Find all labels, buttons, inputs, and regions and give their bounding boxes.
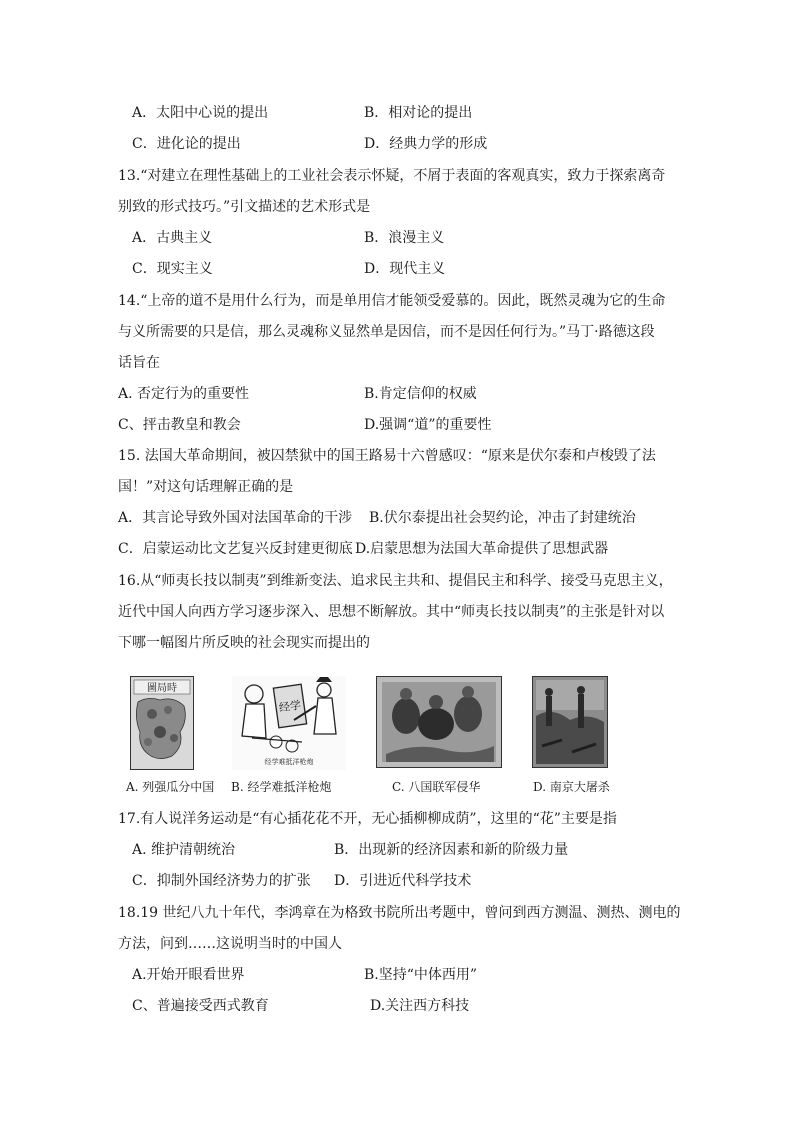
q15-stem-line2: 国！”对这句话理解正确的是	[118, 479, 294, 495]
q12-option-c: C．进化论的提出	[132, 136, 241, 152]
q16-stem-line3: 下哪一幅图片所反映的社会现实而提出的	[118, 635, 370, 651]
q14-option-b: B.肯定信仰的权威	[364, 386, 477, 402]
q14-stem-line1: 14.“上帝的道不是用什么行为，而是单用信才能领受爱慕的。因此，既然灵魂为它的生命	[118, 293, 666, 309]
q13-option-a: A．古典主义	[132, 230, 213, 246]
q12-option-a: A．太阳中心说的提出	[132, 105, 269, 121]
q15-option-c: C．启蒙运动比文艺复兴反封建更彻底	[118, 541, 353, 557]
q17-option-a: A. 维护清朝统治	[132, 842, 236, 858]
q16-option-c: C. 八国联军侵华	[392, 780, 481, 794]
picture-classics-vs-guns	[232, 676, 346, 770]
picture-b-caption: 经学难抵洋枪炮	[264, 758, 314, 766]
q17-option-b: B．出现新的经济因素和新的阶级力量	[334, 842, 569, 858]
q15-stem-line1: 15. 法国大革命期间，被囚禁狱中的国王路易十六曾感叹：“原来是伏尔泰和卢梭毁了法	[118, 448, 656, 464]
picture-a-title: 圖局時	[147, 683, 177, 694]
q18-option-b: B.坚持“中体西用”	[364, 967, 478, 983]
picture-nanjing-massacre	[532, 676, 608, 768]
q15-option-a: A．其言论导致外国对法国革命的干涉	[118, 510, 353, 526]
q17-option-d: D．引进近代科学技术	[334, 873, 472, 889]
q18-stem-line2: 方法，问到……这说明当时的中国人	[118, 936, 342, 952]
q14-option-c: C、抨击教皇和教会	[118, 417, 241, 433]
picture-b-book-label: 经学	[278, 698, 302, 715]
q12-option-d: D．经典力学的形成	[364, 136, 488, 152]
q14-option-a: A. 否定行为的重要性	[118, 386, 250, 402]
q18-stem-line1: 18.19 世纪八九十年代，李鸿章在为格致书院所出考题中，曾问到西方测温、测热、测电的	[118, 905, 681, 921]
q16-stem-line1: 16.从“师夷长技以制夷”到维新变法、追求民主共和、提倡民主和科学、接受马克思主义，	[118, 573, 673, 589]
q15-option-b: B.伏尔泰提出社会契约论，冲击了封建统治	[369, 510, 636, 526]
q13-stem-line2: 别致的形式技巧。”引文描述的艺术形式是	[118, 199, 371, 215]
q13-option-d: D．现代主义	[364, 261, 446, 277]
q12-option-b: B．相对论的提出	[364, 105, 473, 121]
q13-option-c: C．现实主义	[132, 261, 213, 277]
picture-eight-nation-alliance	[376, 676, 502, 768]
q14-option-d: D.强调“道”的重要性	[364, 417, 492, 433]
q18-option-c: C、普遍接受西式教育	[132, 998, 269, 1014]
q16-option-d: D. 南京大屠杀	[533, 780, 610, 794]
q13-stem-line1: 13.“对建立在理性基础上的工业社会表示怀疑，不屑于表面的客观真实，致力于探索离奇	[118, 168, 666, 184]
q16-stem-line2: 近代中国人向西方学习逐步深入、思想不断解放。其中“师夷长技以制夷”的主张是针对以	[118, 604, 665, 620]
q13-option-b: B．浪漫主义	[364, 230, 445, 246]
q14-stem-line2: 与义所需要的只是信，那么灵魂称义显然单是因信，而不是因任何行为。”马丁·路德这段	[118, 324, 655, 340]
q17-stem-line1: 17.有人说洋务运动是“有心插花花不开，无心插柳柳成荫”，这里的“花”主要是指	[118, 811, 617, 827]
q14-stem-line3: 话旨在	[118, 355, 160, 371]
q18-option-d: D.关注西方科技	[370, 998, 470, 1014]
picture-partition-of-china	[130, 676, 194, 770]
q18-option-a: A.开始开眼看世界	[132, 967, 245, 983]
q16-option-a: A. 列强瓜分中国	[126, 780, 215, 794]
q17-option-c: C．抑制外国经济势力的扩张	[132, 873, 311, 889]
q16-option-b: B. 经学难抵洋枪炮	[231, 780, 332, 794]
q15-option-d: D.启蒙思想为法国大革命提供了思想武器	[355, 541, 609, 557]
